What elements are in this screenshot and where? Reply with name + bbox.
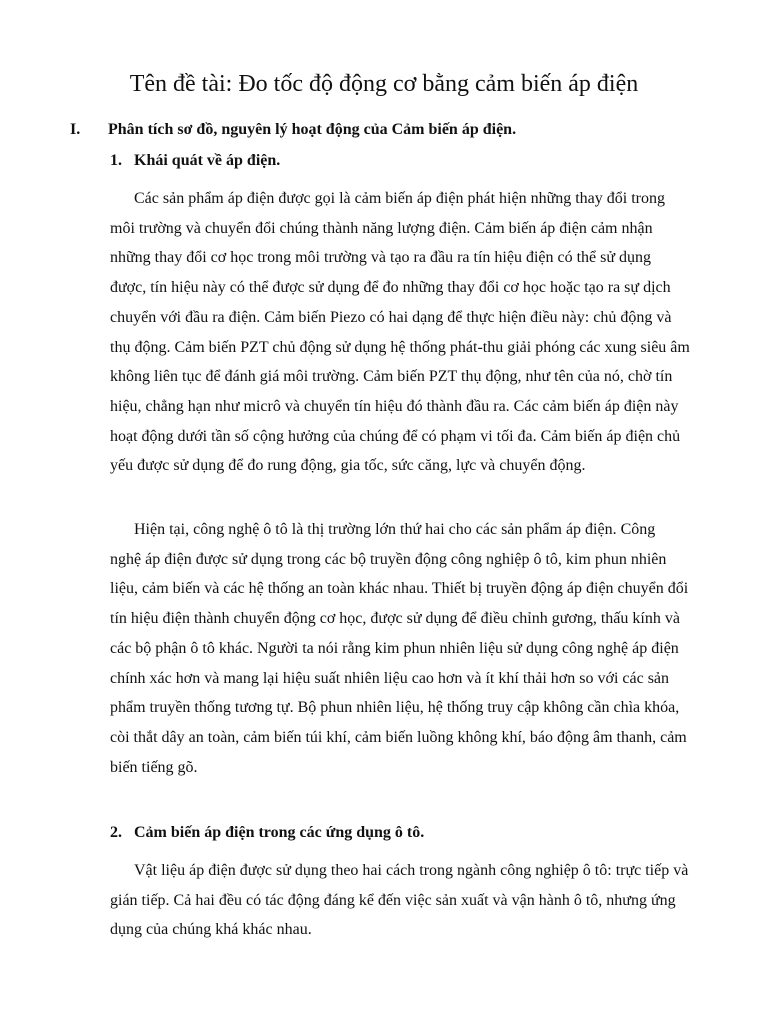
paragraph-3: Vật liệu áp điện được sử dụng theo hai cách trong ngành công nghiệp ô tô: trực tiếp và gián tiếp. Cả hai đều có tác động đáng kể đến việc sản xuất và vận hành ô tô, nhưng ứng dụng của chúng khá khác nhau. [110, 862, 689, 939]
subsection-number: 1. [110, 152, 122, 169]
subsection-heading-text: Khái quát về áp điện. [134, 152, 281, 169]
subsection-number: 2. [110, 824, 122, 841]
subsection-heading-2 [110, 822, 424, 844]
paragraph-1: Các sản phẩm áp điện được gọi là cảm biến áp điện phát hiện những thay đổi trong môi trường và chuyển đổi chúng thành năng lượng điện. Cảm biến áp điện cảm nhận những thay đổi cơ học trong môi trường và tạo ra đầu ra tín hiệu điện có thể sử dụng được, tín hiệu này có thể được sử dụng để đo những thay đổi cơ học hoặc tạo ra sự dịch chuyển với đầu ra điện. Cảm biến Piezo có hai dạng để thực hiện điều này: chủ động và thụ động. Cảm biến PZT chủ động sử dụng hệ thống phát-thu giải phóng các xung siêu âm không liên tục để đánh giá môi trường. Cảm biến PZT thụ động, như tên của nó, chờ tín hiệu, chẳng hạn như micrô và chuyển tín hiệu đó thành đầu ra. Các cảm biến áp điện này hoạt động dưới tần số cộng hưởng của chúng để có phạm vi tối đa. Cảm biến áp điện chủ yếu được sử dụng để đo rung động, gia tốc, sức căng, lực và chuyển động. [110, 190, 690, 475]
document-title: Tên đề tài: Đo tốc độ động cơ bằng cảm biến áp điện [129, 71, 639, 97]
section-number: I. [70, 121, 81, 138]
subsection-heading-text: Cảm biến áp điện trong các ứng dụng ô tô. [134, 824, 425, 841]
paragraph-2: Hiện tại, công nghệ ô tô là thị trường lớn thứ hai cho các sản phẩm áp điện. Công nghệ áp điện được sử dụng trong các bộ truyền động công nghiệp ô tô, kim phun nhiên liệu, cảm biến và các hệ thống an toàn khác nhau. Thiết bị truyền động áp điện chuyển đổi tín hiệu điện thành chuyển động cơ học, được sử dụng để điều chỉnh gương, thấu kính và các bộ phận ô tô khác. Người ta nói rằng kim phun nhiên liệu sử dụng công nghệ áp điện chính xác hơn và mang lại hiệu suất nhiên liệu cao hơn và ít khí thải hơn so với các sản phẩm truyền thống tương tự. Bộ phun nhiên liệu, hệ thống truy cập không cần chìa khóa, còi thắt dây an toàn, cảm biến túi khí, cảm biến luồng không khí, báo động âm thanh, cảm biến tiếng gõ. [110, 521, 689, 776]
subsection-heading-1 [110, 150, 280, 172]
section-heading-text: Phân tích sơ đồ, nguyên lý hoạt động của Cảm biến áp điện. [108, 121, 517, 138]
